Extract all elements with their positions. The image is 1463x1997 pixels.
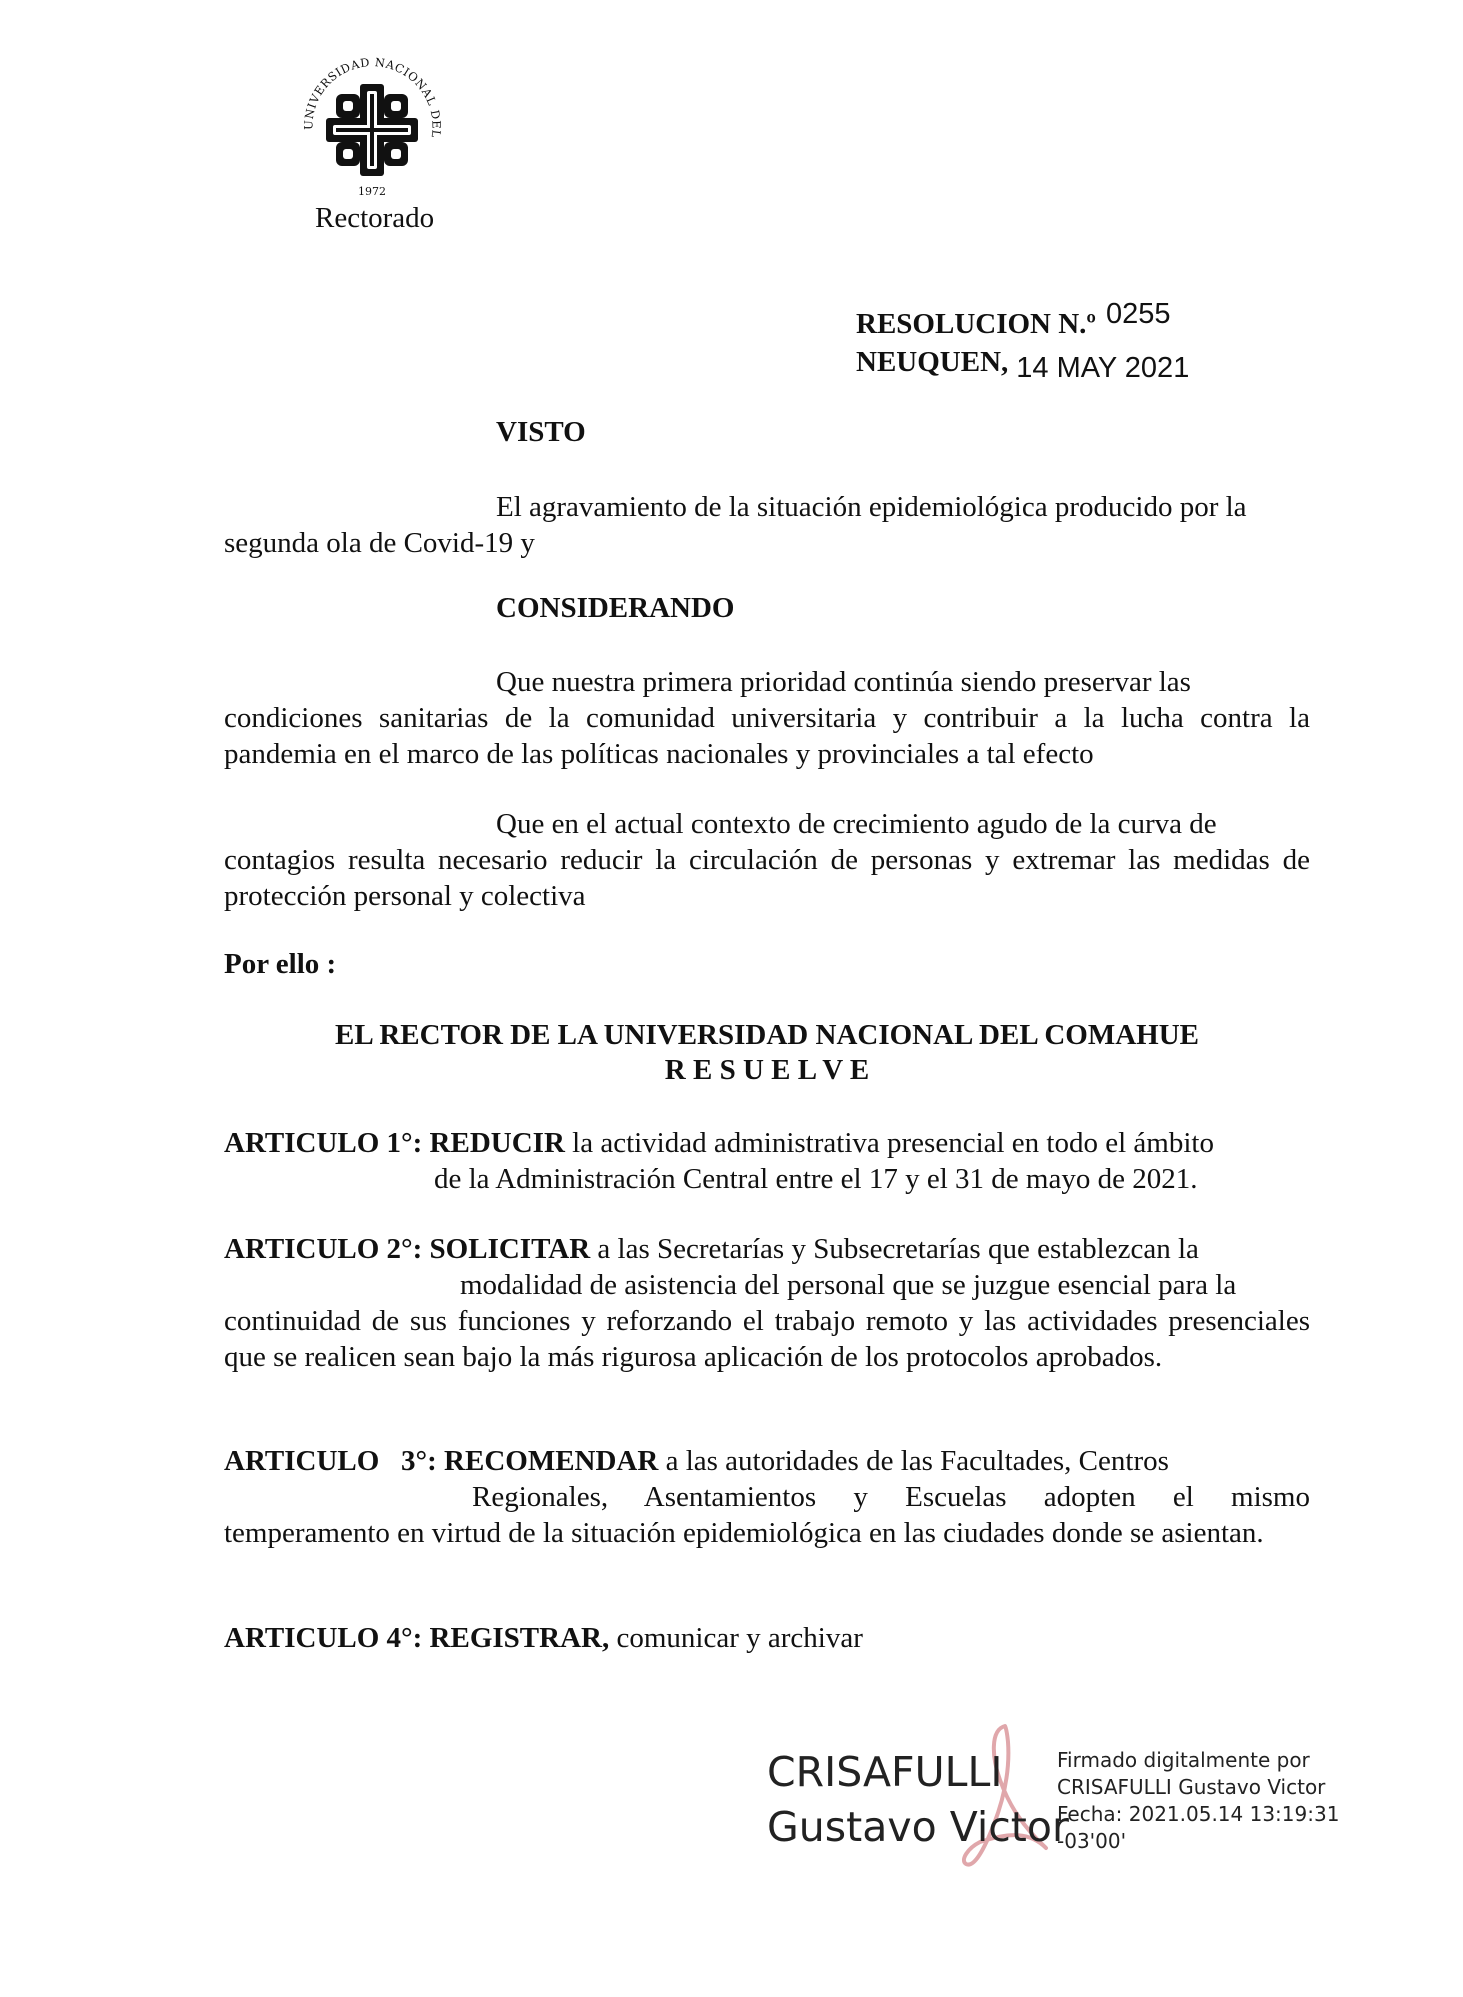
article-1-rest: de la Administración Central entre el 17 y el 31 de mayo de 2021. (434, 1163, 1198, 1195)
article-4-verb: REGISTRAR, (429, 1622, 610, 1654)
article-2-verb: SOLICITAR (429, 1233, 591, 1265)
signature-info (1057, 1747, 1339, 1855)
considerando-p1-rest: condiciones sanitarias de la comunidad universitaria y contribuir a la lucha contra la pandemia en el marco de las políticas nacionales y provinciales a tal efecto (224, 702, 1310, 770)
article-3-label: ARTICULO 3°: (224, 1445, 437, 1477)
signature-timezone: -03'00' (1057, 1829, 1127, 1853)
place-label: NEUQUEN, (856, 346, 1009, 378)
article-3-line1: a las autoridades de las Facultades, Centros (665, 1445, 1169, 1477)
article-3-rest: temperamento en virtud de la situación epidemiológica en las ciudades donde se asientan. (224, 1517, 1264, 1549)
resuelve: R E S U E L V E (664, 1054, 870, 1086)
rector-title: EL RECTOR DE LA UNIVERSIDAD NACIONAL DEL COMAHUE (335, 1019, 1199, 1051)
considerando-p2-rest: contagios resulta necesario reducir la circulación de personas y extremar las medidas de protección personal y colectiva (224, 844, 1310, 912)
office-name: Rectorado (315, 202, 435, 234)
resolution-date: 14 MAY 2021 (1016, 352, 1190, 384)
considerando-paragraph-2 (224, 806, 1310, 914)
article-1-label: ARTICULO 1°: (224, 1127, 423, 1159)
signer-surname: CRISAFULLI (767, 1748, 1003, 1796)
article-4-label: ARTICULO 4°: (224, 1622, 423, 1654)
article-3 (224, 1443, 1310, 1551)
visto-heading: VISTO (496, 416, 586, 448)
signed-by-label: Firmado digitalmente por (1057, 1748, 1310, 1772)
article-2 (224, 1231, 1310, 1375)
considerando-p2-first: Que en el actual contexto de crecimiento agudo de la curva de (496, 808, 1217, 840)
resolution-number: 0255 (1106, 298, 1171, 330)
article-2-line2: modalidad de asistencia del personal que se juzgue esencial para la (460, 1269, 1237, 1301)
article-1-line1: la actividad administrativa presencial en todo el ámbito (572, 1127, 1214, 1159)
article-2-line1: a las Secretarías y Subsecretarías que establezcan la (597, 1233, 1199, 1265)
por-ello: Por ello : (224, 948, 337, 980)
visto-text-rest: segunda ola de Covid-19 y (224, 527, 535, 559)
signature-date: Fecha: 2021.05.14 13:19:31 (1057, 1802, 1340, 1826)
university-seal-logo (287, 50, 457, 210)
resolution-date-line (856, 346, 1190, 384)
considerando-paragraph-1 (224, 664, 1310, 772)
seal-year: 1972 (358, 185, 386, 198)
article-4 (224, 1620, 1310, 1656)
signer-full-name: CRISAFULLI Gustavo Victor (1057, 1775, 1326, 1799)
article-2-rest: continuidad de sus funciones y reforzando el trabajo remoto y las actividades presenciales que se realicen sean bajo la más rigurosa aplicación de los protocolos aprobados. (224, 1305, 1310, 1373)
considerando-heading: CONSIDERANDO (496, 592, 735, 624)
signer-given-names: Gustavo Victor (767, 1803, 1069, 1851)
article-2-label: ARTICULO 2°: (224, 1233, 423, 1265)
article-3-verb: RECOMENDAR (444, 1445, 659, 1477)
visto-text-first: El agravamiento de la situación epidemiológica producido por la (496, 491, 1247, 523)
seal-text: UNIVERSIDAD NACIONAL DEL (301, 55, 444, 139)
article-1 (224, 1125, 1310, 1197)
article-4-line1: comunicar y archivar (616, 1622, 863, 1654)
resolution-number-label: RESOLUCION N.º (856, 308, 1097, 340)
article-3-line2: Regionales, Asentamientos y Escuelas adopten el mismo (472, 1481, 1310, 1513)
resolution-number-line (856, 298, 1171, 341)
considerando-p1-first: Que nuestra primera prioridad continúa siendo preservar las (496, 666, 1191, 698)
visto-paragraph (224, 489, 1290, 561)
article-1-verb: REDUCIR (429, 1127, 565, 1159)
